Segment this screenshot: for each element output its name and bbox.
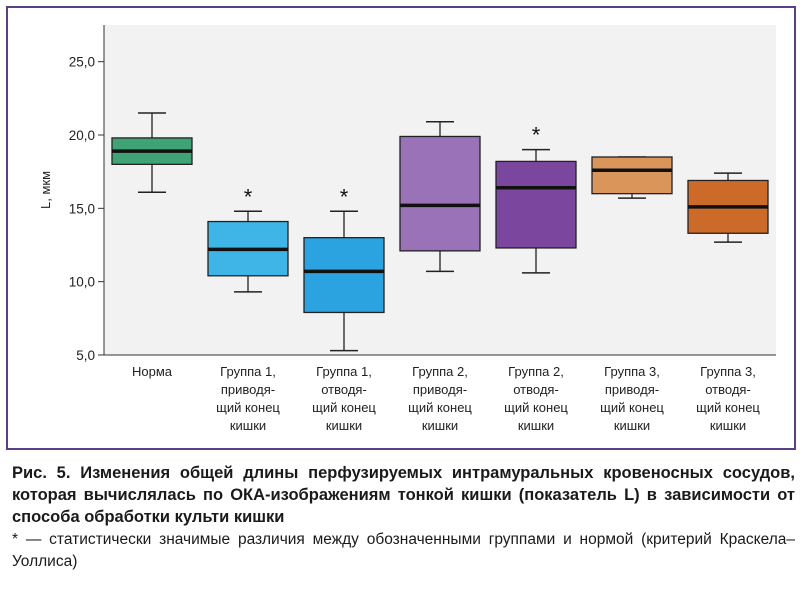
category-label-line: приводя- [220, 382, 276, 397]
box-iqr [304, 238, 384, 313]
category-label-line: щий конец [408, 400, 472, 415]
category-label-line: кишки [709, 418, 747, 433]
box-iqr [400, 136, 480, 250]
category-label-line: отводя- [321, 382, 367, 397]
significance-marker: * [243, 184, 253, 210]
category-label [696, 364, 760, 433]
category-label-line: Норма [131, 364, 173, 379]
y-axis-label: L, мкм [38, 170, 53, 210]
category-label-line: щий конец [216, 400, 280, 415]
box-iqr [592, 157, 672, 194]
category-label-line: приводя- [412, 382, 468, 397]
category-label-line: кишки [229, 418, 267, 433]
significance-marker: * [339, 184, 349, 210]
box-4 [400, 122, 480, 272]
category-label-line: щий конец [504, 400, 568, 415]
category-label-line: отводя- [513, 382, 559, 397]
significance-marker: * [531, 122, 541, 148]
category-label-line: приводя- [604, 382, 660, 397]
category-label-line: щий конец [600, 400, 664, 415]
category-label-line: кишки [613, 418, 651, 433]
box-iqr [496, 161, 576, 248]
category-label-line: Группа 2, [508, 364, 564, 379]
category-label-line: Группа 2, [412, 364, 468, 379]
caption-note: * — статистически значимые различия между обозначенными группами и нормой (критерий Краскела–Уоллиса) [12, 531, 795, 570]
category-label-line: кишки [517, 418, 555, 433]
category-label-line: кишки [421, 418, 459, 433]
category-label-line: Группа 3, [604, 364, 660, 379]
box-6 [592, 157, 672, 198]
category-label [216, 364, 280, 433]
y-tick-label: 5,0 [76, 348, 95, 363]
y-tick-label: 20,0 [68, 128, 95, 143]
category-label-line: Группа 1, [316, 364, 372, 379]
category-label-line: Группа 3, [700, 364, 756, 379]
category-label-line: кишки [325, 418, 363, 433]
category-label [312, 364, 376, 433]
category-label-line: щий конец [696, 400, 760, 415]
y-tick-label: 15,0 [68, 201, 95, 217]
caption-title: Рис. 5. Изменения общей длины перфузируемых интрамуральных кровеносных сосудов, которая вычислялась по ОКА-изображениям тонкой кишки (показатель L) в зависимости от способа обработки культи кишки [12, 464, 795, 526]
y-ticks [69, 55, 104, 363]
category-label [132, 364, 173, 379]
figure-frame [6, 6, 796, 450]
category-label [504, 364, 568, 433]
category-label [408, 364, 472, 433]
category-label-line: Группа 1, [220, 364, 276, 379]
category-label-line: щий конец [312, 400, 376, 415]
category-label-line: отводя- [705, 382, 751, 397]
category-label [600, 364, 664, 433]
category-labels [132, 364, 760, 433]
box-7 [688, 173, 768, 242]
y-tick-label: 25,0 [68, 54, 95, 70]
y-tick-label: 10,0 [68, 274, 95, 290]
boxplot-chart [8, 8, 794, 448]
figure-caption [12, 462, 795, 573]
